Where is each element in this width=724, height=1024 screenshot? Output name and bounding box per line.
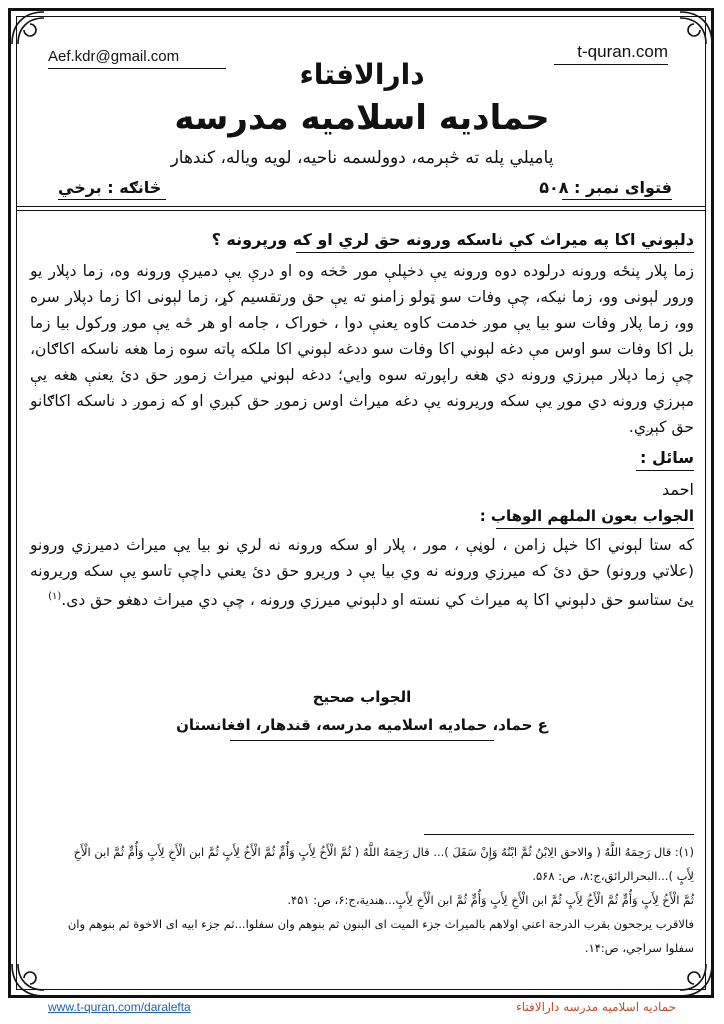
category-underline [58, 199, 166, 200]
asker-label-underline [636, 470, 694, 471]
page-title: دارالافتاء [299, 58, 425, 91]
corner-ornament-icon [678, 962, 714, 998]
fatwa-number-underline [562, 199, 672, 200]
footnote-line: (۱): قال رَحِمَهُ اللَّهُ ( والاحق الِابْنُ ثُمَّ ابْنُهُ وَإِنْ سَفَلَ )... قال رَحِمَهُ اللَّهُ ( ثُمَّ الْأَخُ لِأَبٍ وَأُمٍّ ثُمَّ الْأَخُ لِأَبٍ ثُمَّ ابن الْأَخِ لِأَبٍ وَأُمٍّ ثُمَّ ابن الْأَخِ [73, 845, 694, 859]
corner-ornament-icon [10, 10, 46, 46]
answer-label-underline [496, 528, 694, 529]
header-divider-double [16, 210, 706, 211]
footer-caption: حمادیه اسلامیه مدرسه دارالافتاء [516, 1000, 676, 1014]
question-title: دلېوني اکا په میراث کې ناسکه ورونه حق لري او که ورپرونه ؟ [211, 230, 694, 249]
fatwa-number: فتوای نمبر : ۵۰۸ [539, 178, 672, 197]
corner-ornament-icon [678, 10, 714, 46]
signature-name: ع حماد، حمادیه اسلامیه مدرسه، قندهار، افغانستان [176, 716, 548, 734]
footnote-rule [424, 834, 694, 835]
footnote-reference[interactable]: (۱) [48, 591, 62, 602]
footnotes [30, 840, 694, 960]
signature-title: الجواب صحیح [312, 688, 412, 706]
asker-label: سائل : [640, 448, 694, 467]
footnote-line: سفلوا سراجي، ص:۱۴. [584, 941, 694, 955]
contact-email[interactable]: Aef.kdr@gmail.com [48, 48, 180, 65]
asker-name: احمد [662, 480, 694, 499]
institution-address: پامیلي پله ته څېرمه، دوولسمه ناحیه، لویه ویاله، کندهار [170, 148, 554, 168]
footnote-line: لِأَبٍ )...البحرالرائق،ج:۸، ص: ۵۶۸. [532, 869, 694, 883]
answer-body [30, 532, 694, 613]
header-divider [16, 206, 706, 207]
footnote-line: فالاقرب یرجحون بقرب الدرجة اعني اولاهم بالمیراث جزء المیت ای البنون ثم بنوهم وان سفلوا...ثم جزء ابیه ای الاخوة ثم بنوهم وان [67, 917, 694, 931]
footnote-line: ثُمَّ الْأَخُ لِأَبٍ وَأُمٍّ ثُمَّ الْأَخُ لِأَبٍ ثُمَّ ابن الْأَخِ لِأَبٍ وَأُمٍّ ثُمَّ ابن الْأَخِ لِأَبٍ...هندیة،ج:۶، ص: ۴۵۱. [287, 893, 694, 907]
signature-underline [230, 740, 494, 741]
category-label: څانګه : برخي [58, 178, 162, 197]
institution-name: حمادیه اسلامیه مدرسه [174, 98, 550, 138]
website-link[interactable]: t-quran.com [577, 42, 668, 61]
answer-text: که ستا لېوني اکا خپل زامن ، لوڼې ، مور ، پلار او سکه ورونه نه لري نو بیا یې میراث دمیرزي ورونو (علاتي ورونو) حق دئ که میرزي ورونه نه وي بیا یې د وریرو حق دئ یعني داچې تاسو یې سکه وریرونه یئ ستاسو حق دلېوني اکا په میراث کي نسته او دلېوني میرزي ورونه ، چې دي میراث دهغو حق دی. [30, 536, 694, 610]
footer-link[interactable]: www.t-quran.com/daralefta [48, 1000, 191, 1014]
question-title-underline [296, 252, 694, 253]
corner-ornament-icon [10, 962, 46, 998]
question-body: زما پلار پنځه ورونه درلوده دوه ورونه یې دخپلې مور څخه وه او درې یې دمیرې ورونه وه، زما دپلار یو ورور لېونی وو، زما نیکه، چې وفات سو ټولو زامنو ته یې حق ورتقسیم کړ، زما لېونی اکا زما دپلار سره وو، زما پلار وفات سو بیا یې موږ خدمت کاوه یعنې دوا ، خوراک ، جامه او هر څه یې موږ ورکول بیا زما بل اکا وفات سو اوس مې دغه لېوني اکا وفات سو ددغه لېوني اکا ملکه پاته سوه زما هغه ناسکه اکاګان، چې زما دپلار مېرزي ورونه دي هغه راپورته سوه وایي؛ ددغه لېوني میراث زموږ حق دئ یعنې هغه یې مېرزي ورونه دي موږ یې سکه وریرونه یې دغه میراث اوس زموږ حق کېږي او که زموږ د ناسکه اکاګانو حق کېږي. [30, 262, 694, 436]
answer-label: الجواب بعون الملهم الوهاب : [479, 507, 694, 525]
